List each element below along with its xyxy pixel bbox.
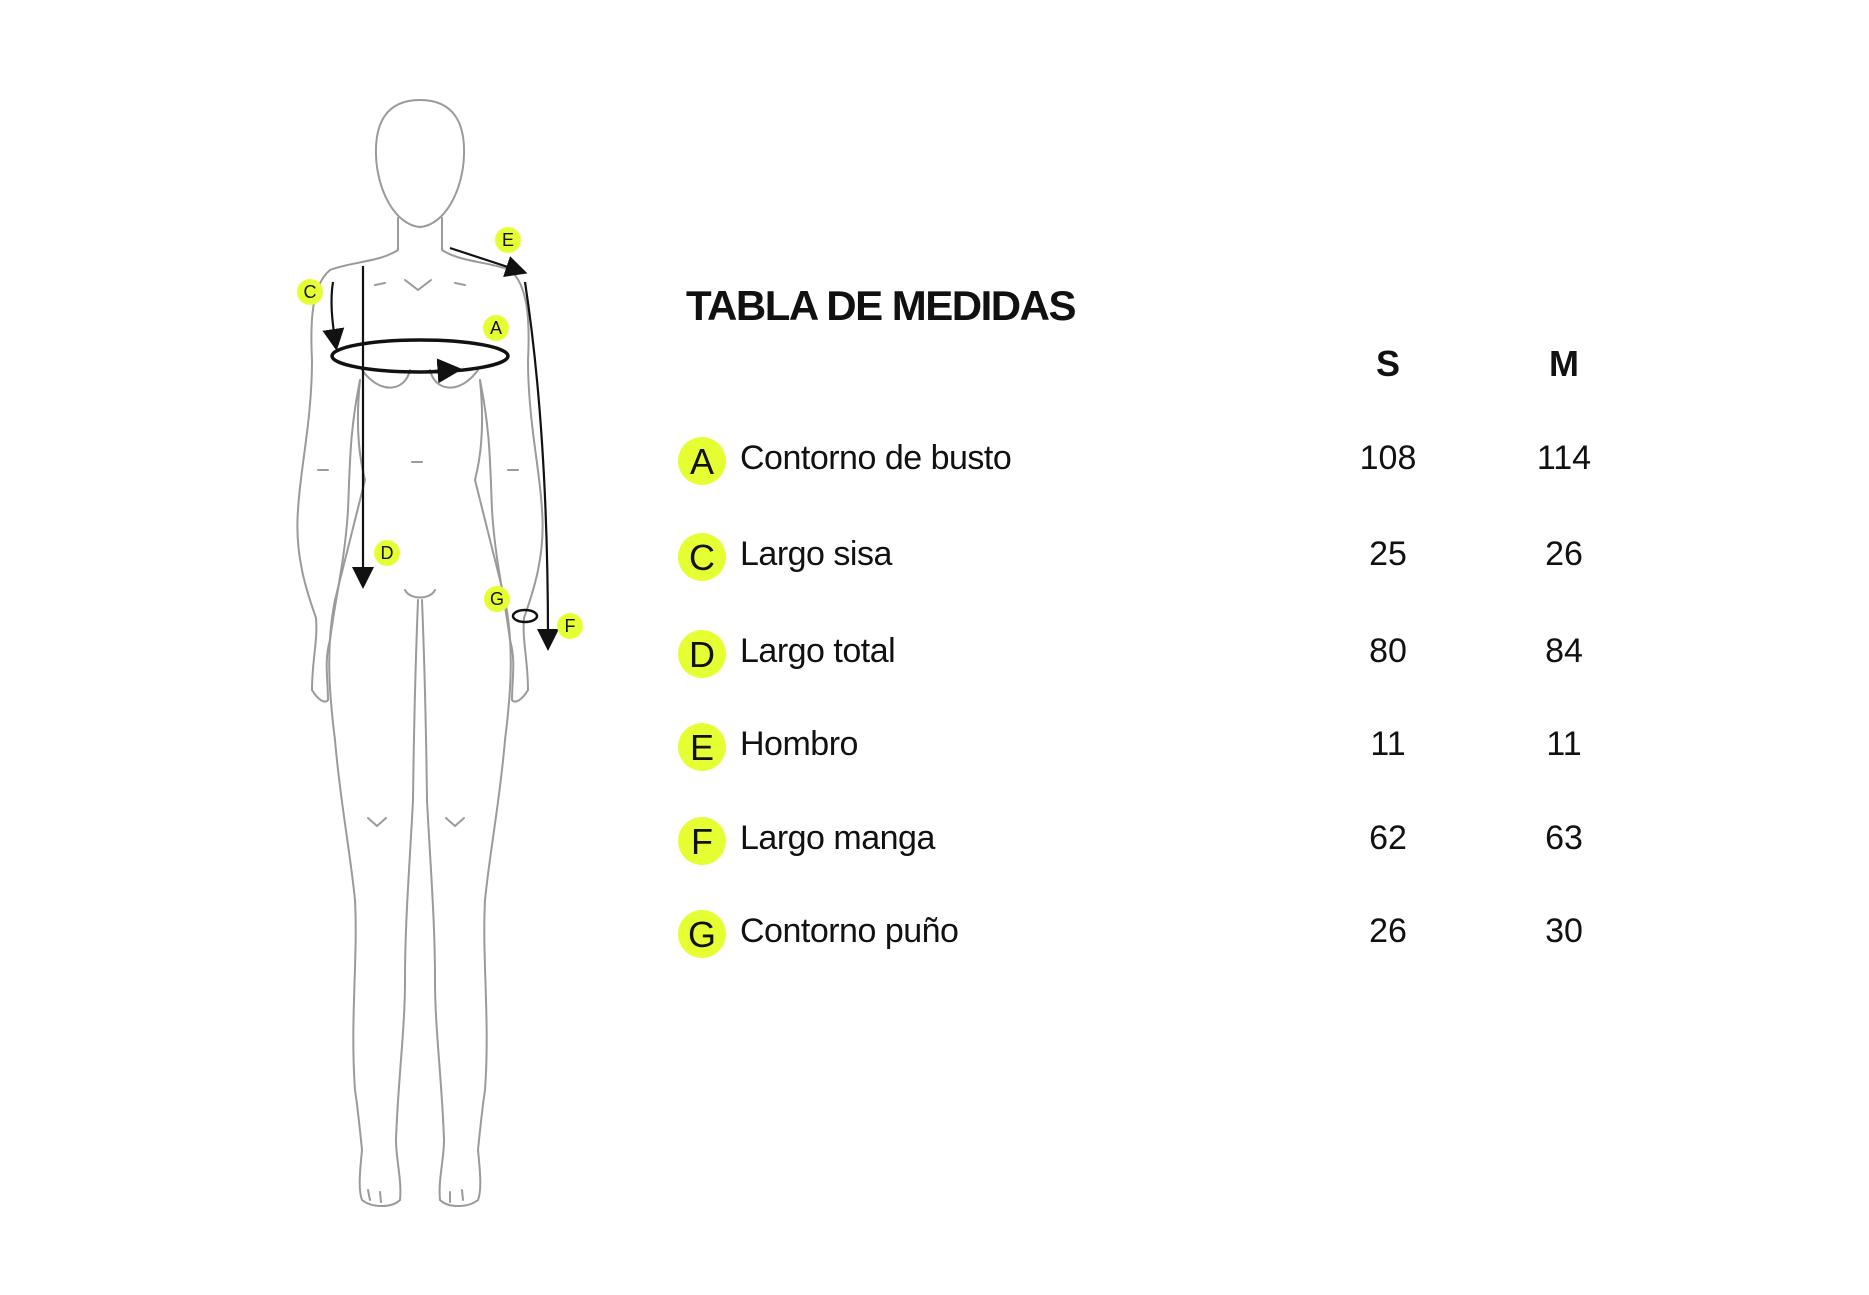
measure-value-s: 108	[1359, 439, 1417, 477]
measure-letter-badge: E	[678, 723, 726, 771]
page-title: TABLA DE MEDIDAS	[686, 282, 1075, 329]
measure-letter-badge: C	[678, 533, 726, 581]
measure-value-m: 30	[1545, 912, 1583, 950]
measure-value-s: 26	[1369, 912, 1407, 950]
body-figure-illustration	[0, 0, 600, 1295]
measure-label: Largo manga	[740, 819, 935, 857]
measure-value-m: 114	[1536, 439, 1592, 477]
svg-text:A: A	[489, 318, 503, 338]
svg-text:E: E	[501, 230, 515, 250]
measure-letter-badge: A	[678, 437, 726, 485]
measure-label: Contorno puño	[740, 912, 959, 950]
measure-row-c	[678, 533, 1678, 585]
measure-letter-badge: D	[678, 630, 726, 678]
measure-value-m: 11	[1546, 725, 1582, 763]
column-header-m: M	[1549, 343, 1579, 384]
measure-label: Largo sisa	[740, 535, 892, 573]
measure-label: Largo total	[740, 632, 896, 670]
measure-letter-badge: F	[678, 817, 726, 865]
svg-text:G: G	[489, 589, 505, 609]
measure-row-g	[678, 910, 1678, 962]
measure-row-f	[678, 817, 1678, 869]
measure-value-m: 26	[1545, 535, 1583, 573]
column-header-s: S	[1375, 343, 1400, 384]
measure-label: Contorno de busto	[740, 439, 1012, 477]
figure-marker-e	[495, 227, 521, 253]
svg-text:F: F	[564, 616, 576, 636]
figure-marker-d	[374, 540, 400, 566]
measure-label: Hombro	[740, 725, 858, 763]
figure-marker-f	[557, 613, 583, 639]
svg-text:C: C	[303, 282, 317, 302]
figure-marker-c	[297, 279, 323, 305]
measure-value-m: 63	[1545, 819, 1583, 857]
svg-text:D: D	[380, 543, 394, 563]
measure-row-e	[678, 723, 1678, 775]
measure-row-d	[678, 630, 1678, 682]
figure-marker-a	[483, 315, 509, 341]
measure-value-m: 84	[1545, 632, 1583, 670]
measure-value-s: 62	[1369, 819, 1407, 857]
measure-letter-badge: G	[678, 910, 726, 958]
measure-value-s: 80	[1369, 632, 1407, 670]
measure-row-a	[678, 437, 1678, 489]
measure-value-s: 25	[1369, 535, 1407, 573]
figure-marker-g	[484, 586, 510, 612]
measure-value-s: 11	[1370, 725, 1406, 763]
